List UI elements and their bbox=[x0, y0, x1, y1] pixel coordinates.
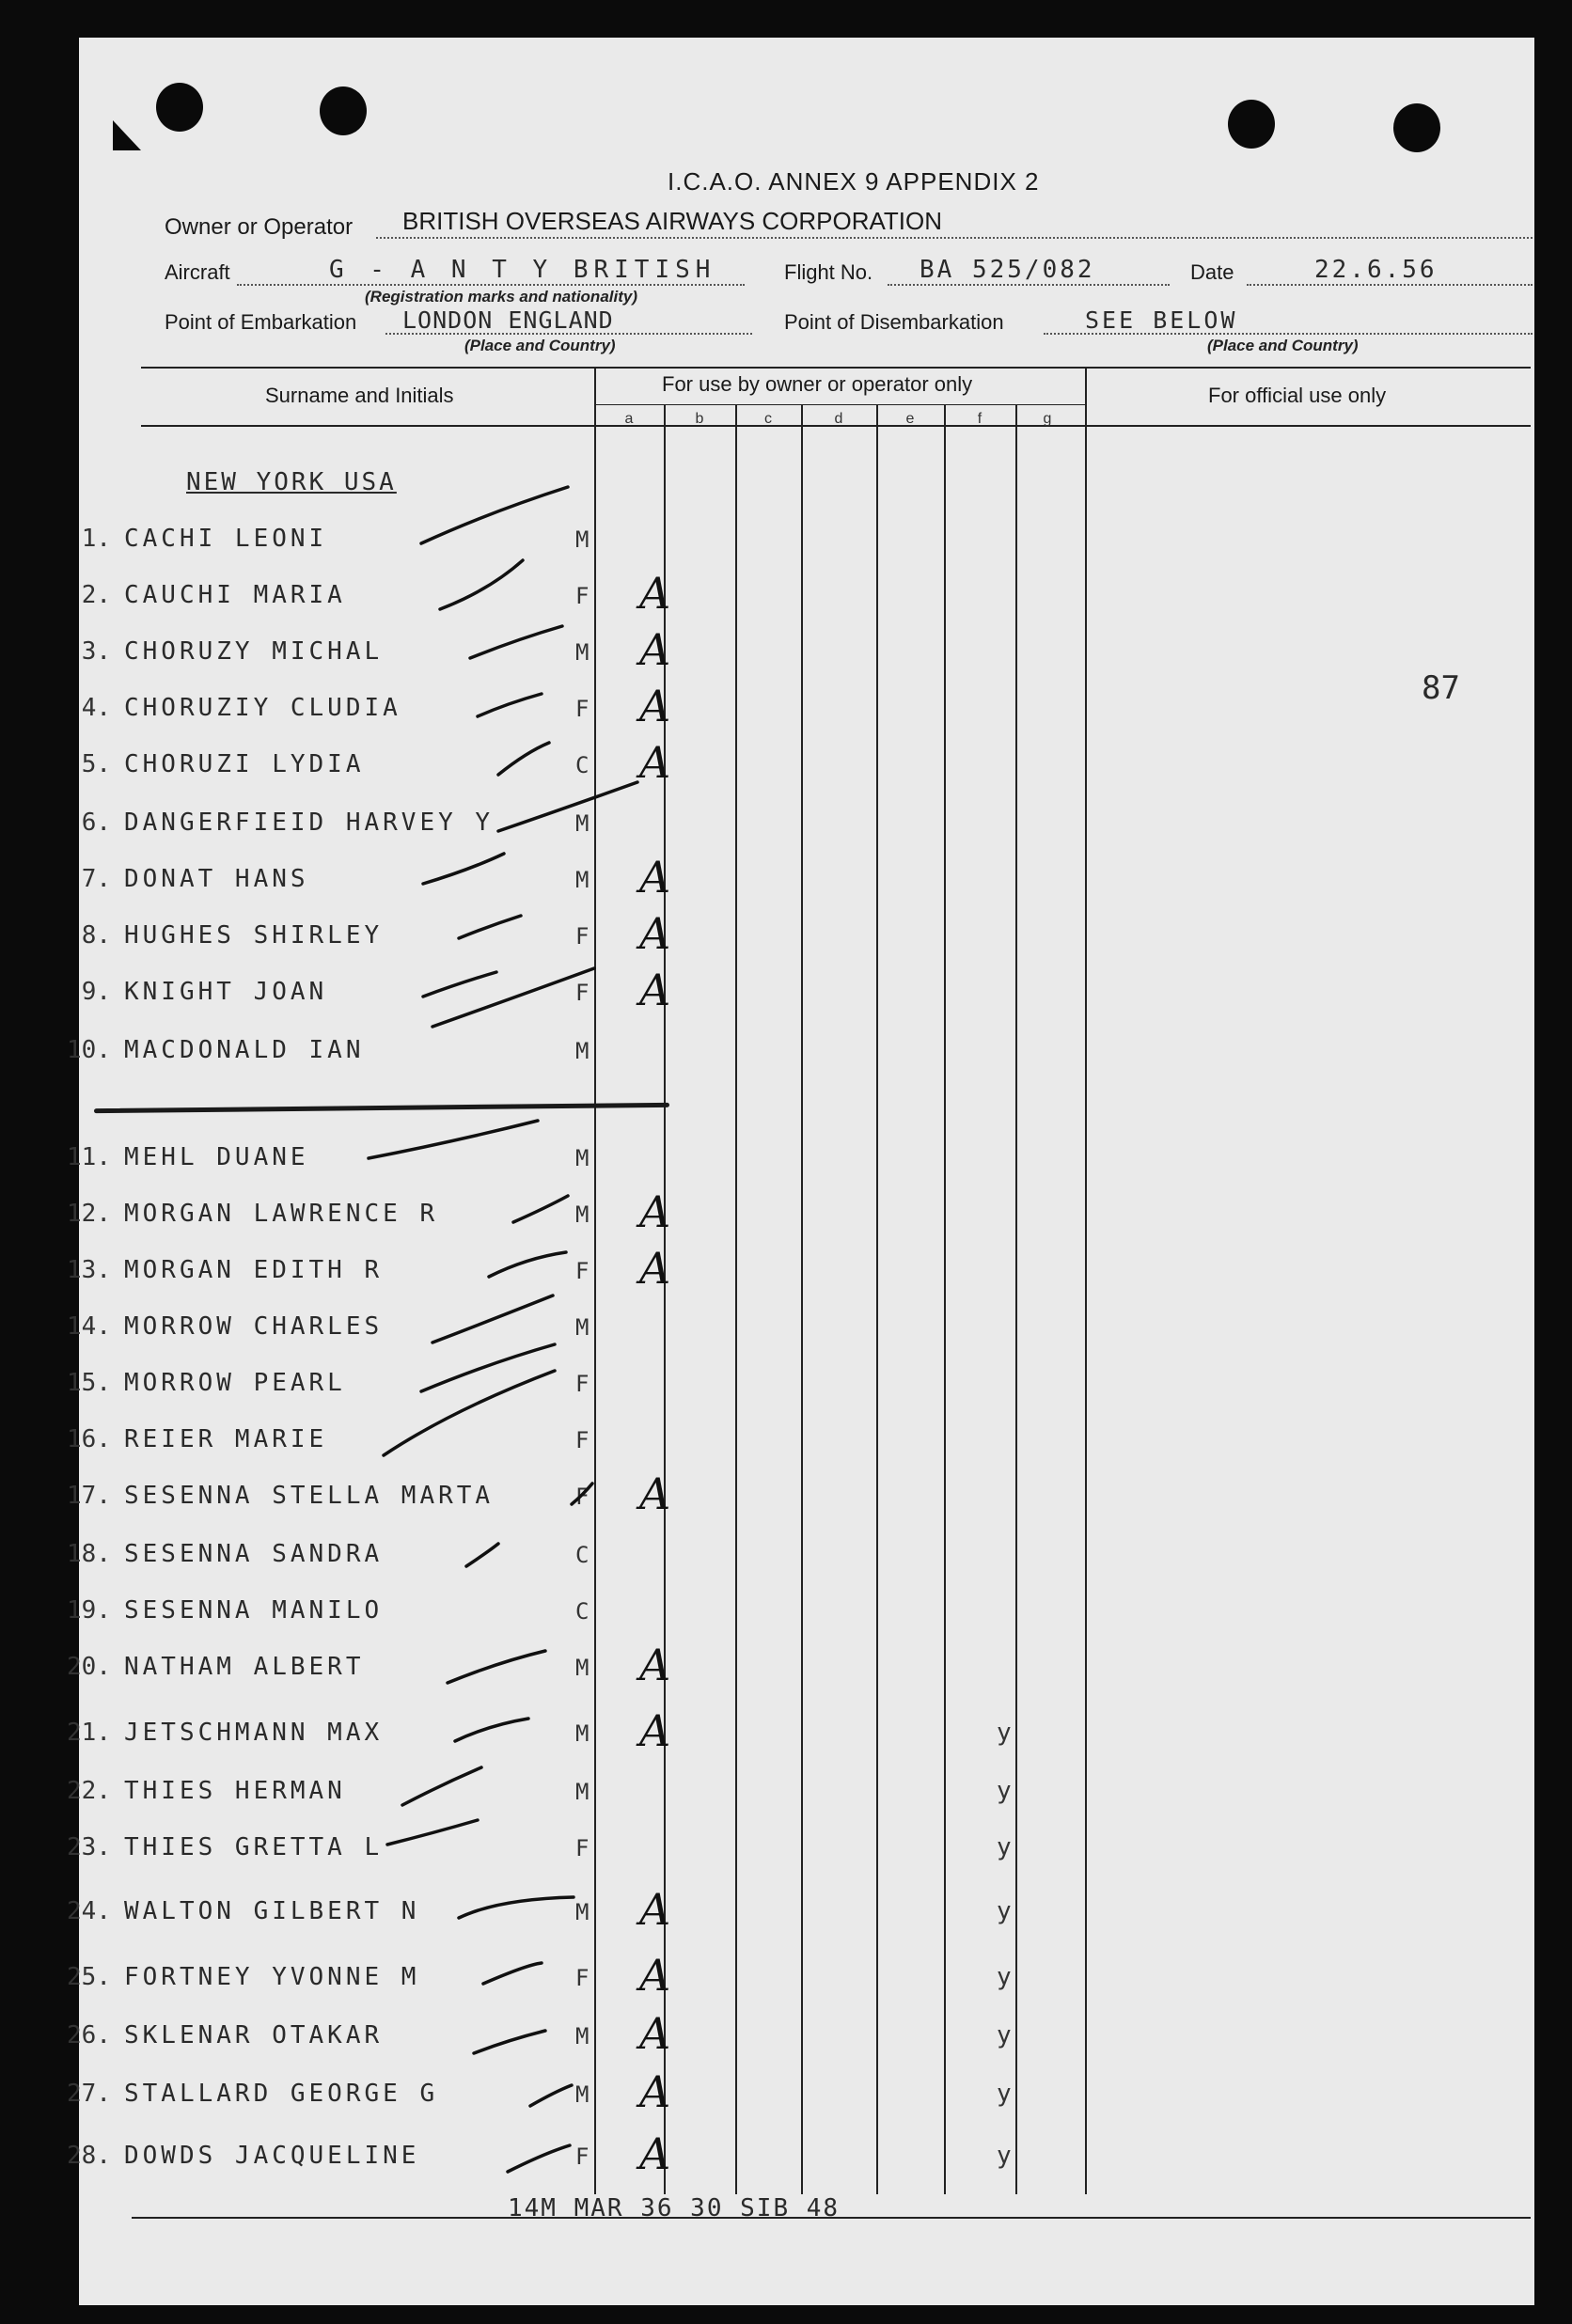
passenger-sex: M bbox=[575, 1779, 590, 1805]
tick-mark bbox=[530, 2085, 572, 2106]
sub-column-f: f bbox=[977, 411, 982, 427]
tick-mark bbox=[572, 1484, 592, 1504]
column-b-mark: A bbox=[639, 1243, 671, 1294]
column-b-mark: A bbox=[639, 681, 671, 731]
tick-mark bbox=[421, 1344, 555, 1391]
passenger-name: DONAT HANS bbox=[124, 865, 309, 893]
passenger-name: CHORUZY MICHAL bbox=[124, 637, 384, 666]
tick-mark bbox=[423, 854, 504, 884]
operator-header: For use by owner or operator only bbox=[662, 372, 973, 396]
passenger-name: MORROW CHARLES bbox=[124, 1312, 384, 1341]
passenger-sex: F bbox=[575, 1484, 590, 1510]
tick-mark bbox=[489, 1252, 566, 1277]
passenger-name: SESENNA MANILO bbox=[124, 1596, 384, 1625]
row-number: 28. bbox=[67, 2142, 111, 2170]
passenger-name: MACDONALD IAN bbox=[124, 1036, 365, 1064]
passenger-sex: F bbox=[575, 1835, 590, 1861]
row-number: 3. bbox=[81, 637, 111, 666]
tick-mark bbox=[402, 1767, 481, 1805]
row-number: 5. bbox=[81, 750, 111, 778]
passenger-name: NATHAM ALBERT bbox=[124, 1653, 365, 1681]
passenger-name: WALTON GILBERT N bbox=[124, 1897, 420, 1925]
form-heading: I.C.A.O. ANNEX 9 APPENDIX 2 bbox=[668, 167, 1040, 196]
date-value: 22.6.56 bbox=[1314, 256, 1438, 284]
sub-column-d: d bbox=[834, 411, 843, 427]
tick-mark bbox=[432, 968, 594, 1027]
column-g-mark: y bbox=[997, 1897, 1012, 1925]
embark-note: (Place and Country) bbox=[464, 337, 616, 354]
tick-mark bbox=[432, 1295, 553, 1343]
row-number: 7. bbox=[81, 865, 111, 893]
column-g-mark: y bbox=[997, 1963, 1012, 1991]
row-number: 12. bbox=[67, 1200, 111, 1228]
passenger-name: MORROW PEARL bbox=[124, 1369, 346, 1397]
official-number: 87 bbox=[1422, 669, 1460, 707]
date-label: Date bbox=[1190, 260, 1234, 284]
column-b-mark: A bbox=[639, 1705, 671, 1756]
tick-mark bbox=[513, 1196, 568, 1222]
passenger-name: MORGAN LAWRENCE R bbox=[124, 1200, 439, 1228]
row-number: 24. bbox=[67, 1897, 111, 1925]
sub-column-a: a bbox=[624, 411, 634, 427]
tick-mark bbox=[459, 916, 521, 938]
embark-value: LONDON ENGLAND bbox=[402, 306, 614, 334]
passenger-name: SESENNA STELLA MARTA bbox=[124, 1482, 495, 1510]
column-b-mark: A bbox=[639, 737, 671, 788]
tick-mark bbox=[423, 972, 496, 997]
passenger-sex: M bbox=[575, 1145, 590, 1171]
owner-label: Owner or Operator bbox=[165, 214, 354, 240]
tick-mark bbox=[440, 560, 523, 609]
sub-column-b: b bbox=[695, 411, 704, 427]
tick-mark bbox=[455, 1719, 528, 1741]
passenger-sex: F bbox=[575, 1427, 590, 1453]
tick-mark bbox=[498, 743, 549, 775]
passenger-name: STALLARD GEORGE G bbox=[124, 2080, 439, 2108]
bottom-stamp: 14M MAR 36 30 SIB 48 bbox=[508, 2194, 841, 2222]
column-b-mark: A bbox=[639, 2008, 671, 2059]
row-number: 15. bbox=[67, 1369, 111, 1397]
row-number: 11. bbox=[67, 1143, 111, 1171]
passenger-sex: M bbox=[575, 1720, 590, 1747]
row-number: 26. bbox=[67, 2021, 111, 2049]
tick-mark bbox=[483, 1963, 542, 1984]
aircraft-label: Aircraft bbox=[165, 260, 230, 284]
row-number: 6. bbox=[81, 809, 111, 837]
row-number: 19. bbox=[67, 1596, 111, 1625]
column-b-mark: A bbox=[639, 852, 671, 903]
row-number: 18. bbox=[67, 1540, 111, 1568]
passenger-name: DOWDS JACQUELINE bbox=[124, 2142, 420, 2170]
sub-column-c: c bbox=[764, 411, 772, 427]
column-g-mark: y bbox=[997, 2080, 1012, 2108]
tick-mark bbox=[498, 782, 637, 831]
column-g-mark: y bbox=[997, 1833, 1012, 1861]
sub-column-e: e bbox=[905, 411, 915, 427]
tick-mark bbox=[459, 1897, 574, 1918]
row-number: 16. bbox=[67, 1425, 111, 1453]
row-number: 22. bbox=[67, 1777, 111, 1805]
tick-mark bbox=[508, 2145, 570, 2172]
passenger-sex: F bbox=[575, 583, 590, 609]
passenger-name: THIES HERMAN bbox=[124, 1777, 346, 1805]
tick-mark bbox=[474, 2031, 545, 2053]
passenger-name: REIER MARIE bbox=[124, 1425, 328, 1453]
row-number: 2. bbox=[81, 581, 111, 609]
column-g-mark: y bbox=[997, 1719, 1012, 1747]
embark-label: Point of Embarkation bbox=[165, 310, 357, 334]
passenger-sex: M bbox=[575, 1899, 590, 1925]
column-b-mark: A bbox=[639, 1186, 671, 1237]
tick-mark bbox=[470, 626, 562, 658]
passenger-sex: M bbox=[575, 2023, 590, 2049]
column-b-mark: A bbox=[639, 2128, 671, 2179]
tick-mark bbox=[369, 1121, 538, 1158]
passenger-name: SESENNA SANDRA bbox=[124, 1540, 384, 1568]
passenger-name: CHORUZIY CLUDIA bbox=[124, 694, 401, 722]
flight-value: BA 525/082 bbox=[920, 256, 1095, 284]
passenger-name: KNIGHT JOAN bbox=[124, 978, 328, 1006]
column-b-mark: A bbox=[639, 624, 671, 675]
row-number: 4. bbox=[81, 694, 111, 722]
row-number: 23. bbox=[67, 1833, 111, 1861]
passenger-sex: M bbox=[575, 1314, 590, 1341]
passenger-name: HUGHES SHIRLEY bbox=[124, 921, 384, 950]
aircraft-value: G - A N T Y BRITISH bbox=[329, 256, 716, 284]
disembark-label: Point of Disembarkation bbox=[784, 310, 1004, 334]
passenger-sex: M bbox=[575, 526, 590, 553]
tick-mark bbox=[387, 1820, 478, 1845]
column-b-mark: A bbox=[639, 965, 671, 1015]
passenger-sex: F bbox=[575, 2143, 590, 2170]
passenger-sex: M bbox=[575, 867, 590, 893]
passenger-sex: M bbox=[575, 1201, 590, 1228]
passenger-sex: M bbox=[575, 1038, 590, 1064]
row-number: 1. bbox=[81, 525, 111, 553]
passenger-name: CHORUZI LYDIA bbox=[124, 750, 365, 778]
passenger-name: FORTNEY YVONNE M bbox=[124, 1963, 420, 1991]
row-number: 21. bbox=[67, 1719, 111, 1747]
row-number: 14. bbox=[67, 1312, 111, 1341]
owner-value: BRITISH OVERSEAS AIRWAYS CORPORATION bbox=[402, 207, 943, 235]
passenger-sex: M bbox=[575, 810, 590, 837]
row-number: 17. bbox=[67, 1482, 111, 1510]
column-b-mark: A bbox=[639, 568, 671, 619]
passenger-sex: F bbox=[575, 923, 590, 950]
tick-mark bbox=[384, 1371, 555, 1455]
aircraft-note: (Registration marks and nationality) bbox=[365, 288, 637, 306]
column-b-mark: A bbox=[639, 1884, 671, 1935]
passenger-sex: M bbox=[575, 1655, 590, 1681]
passenger-name: MEHL DUANE bbox=[124, 1143, 309, 1171]
disembark-note: (Place and Country) bbox=[1207, 337, 1359, 354]
row-number: 13. bbox=[67, 1256, 111, 1284]
column-b-mark: A bbox=[639, 1640, 671, 1690]
passenger-sex: M bbox=[575, 2081, 590, 2108]
official-header: For official use only bbox=[1208, 384, 1387, 407]
passenger-sex: F bbox=[575, 1371, 590, 1397]
column-b-mark: A bbox=[639, 1468, 671, 1519]
column-g-mark: y bbox=[997, 2021, 1012, 2049]
tick-mark bbox=[448, 1651, 545, 1683]
passenger-name: DANGERFIEID HARVEY Y bbox=[124, 809, 495, 837]
flight-label: Flight No. bbox=[784, 260, 873, 284]
passenger-name: JETSCHMANN MAX bbox=[124, 1719, 384, 1747]
surname-header: Surname and Initials bbox=[265, 384, 454, 407]
section-title: NEW YORK USA bbox=[186, 468, 397, 496]
passenger-sex: M bbox=[575, 639, 590, 666]
passenger-sex: F bbox=[575, 696, 590, 722]
passenger-sex: F bbox=[575, 1258, 590, 1284]
column-g-mark: y bbox=[997, 1777, 1012, 1805]
passenger-sex: C bbox=[575, 1598, 590, 1625]
tick-mark bbox=[466, 1544, 498, 1566]
passenger-name: CACHI LEONI bbox=[124, 525, 328, 553]
row-number: 27. bbox=[67, 2080, 111, 2108]
column-g-mark: y bbox=[997, 2142, 1012, 2170]
passenger-name: MORGAN EDITH R bbox=[124, 1256, 384, 1284]
row-number: 8. bbox=[81, 921, 111, 950]
passenger-sex: F bbox=[575, 1965, 590, 1991]
passenger-sex: C bbox=[575, 1542, 590, 1568]
passenger-sex: F bbox=[575, 980, 590, 1006]
row-number: 10. bbox=[67, 1036, 111, 1064]
passenger-name: THIES GRETTA L bbox=[124, 1833, 384, 1861]
column-b-mark: A bbox=[639, 2066, 671, 2117]
passenger-name: CAUCHI MARIA bbox=[124, 581, 346, 609]
row-number: 9. bbox=[81, 978, 111, 1006]
row-number: 20. bbox=[67, 1653, 111, 1681]
sub-column-g: g bbox=[1043, 411, 1052, 427]
tick-mark bbox=[421, 487, 568, 543]
passenger-name: SKLENAR OTAKAR bbox=[124, 2021, 384, 2049]
row-number: 25. bbox=[67, 1963, 111, 1991]
column-b-mark: A bbox=[639, 1950, 671, 2001]
column-b-mark: A bbox=[639, 908, 671, 959]
disembark-value: SEE BELOW bbox=[1085, 306, 1238, 334]
tick-mark bbox=[478, 694, 542, 716]
passenger-sex: C bbox=[575, 752, 590, 778]
